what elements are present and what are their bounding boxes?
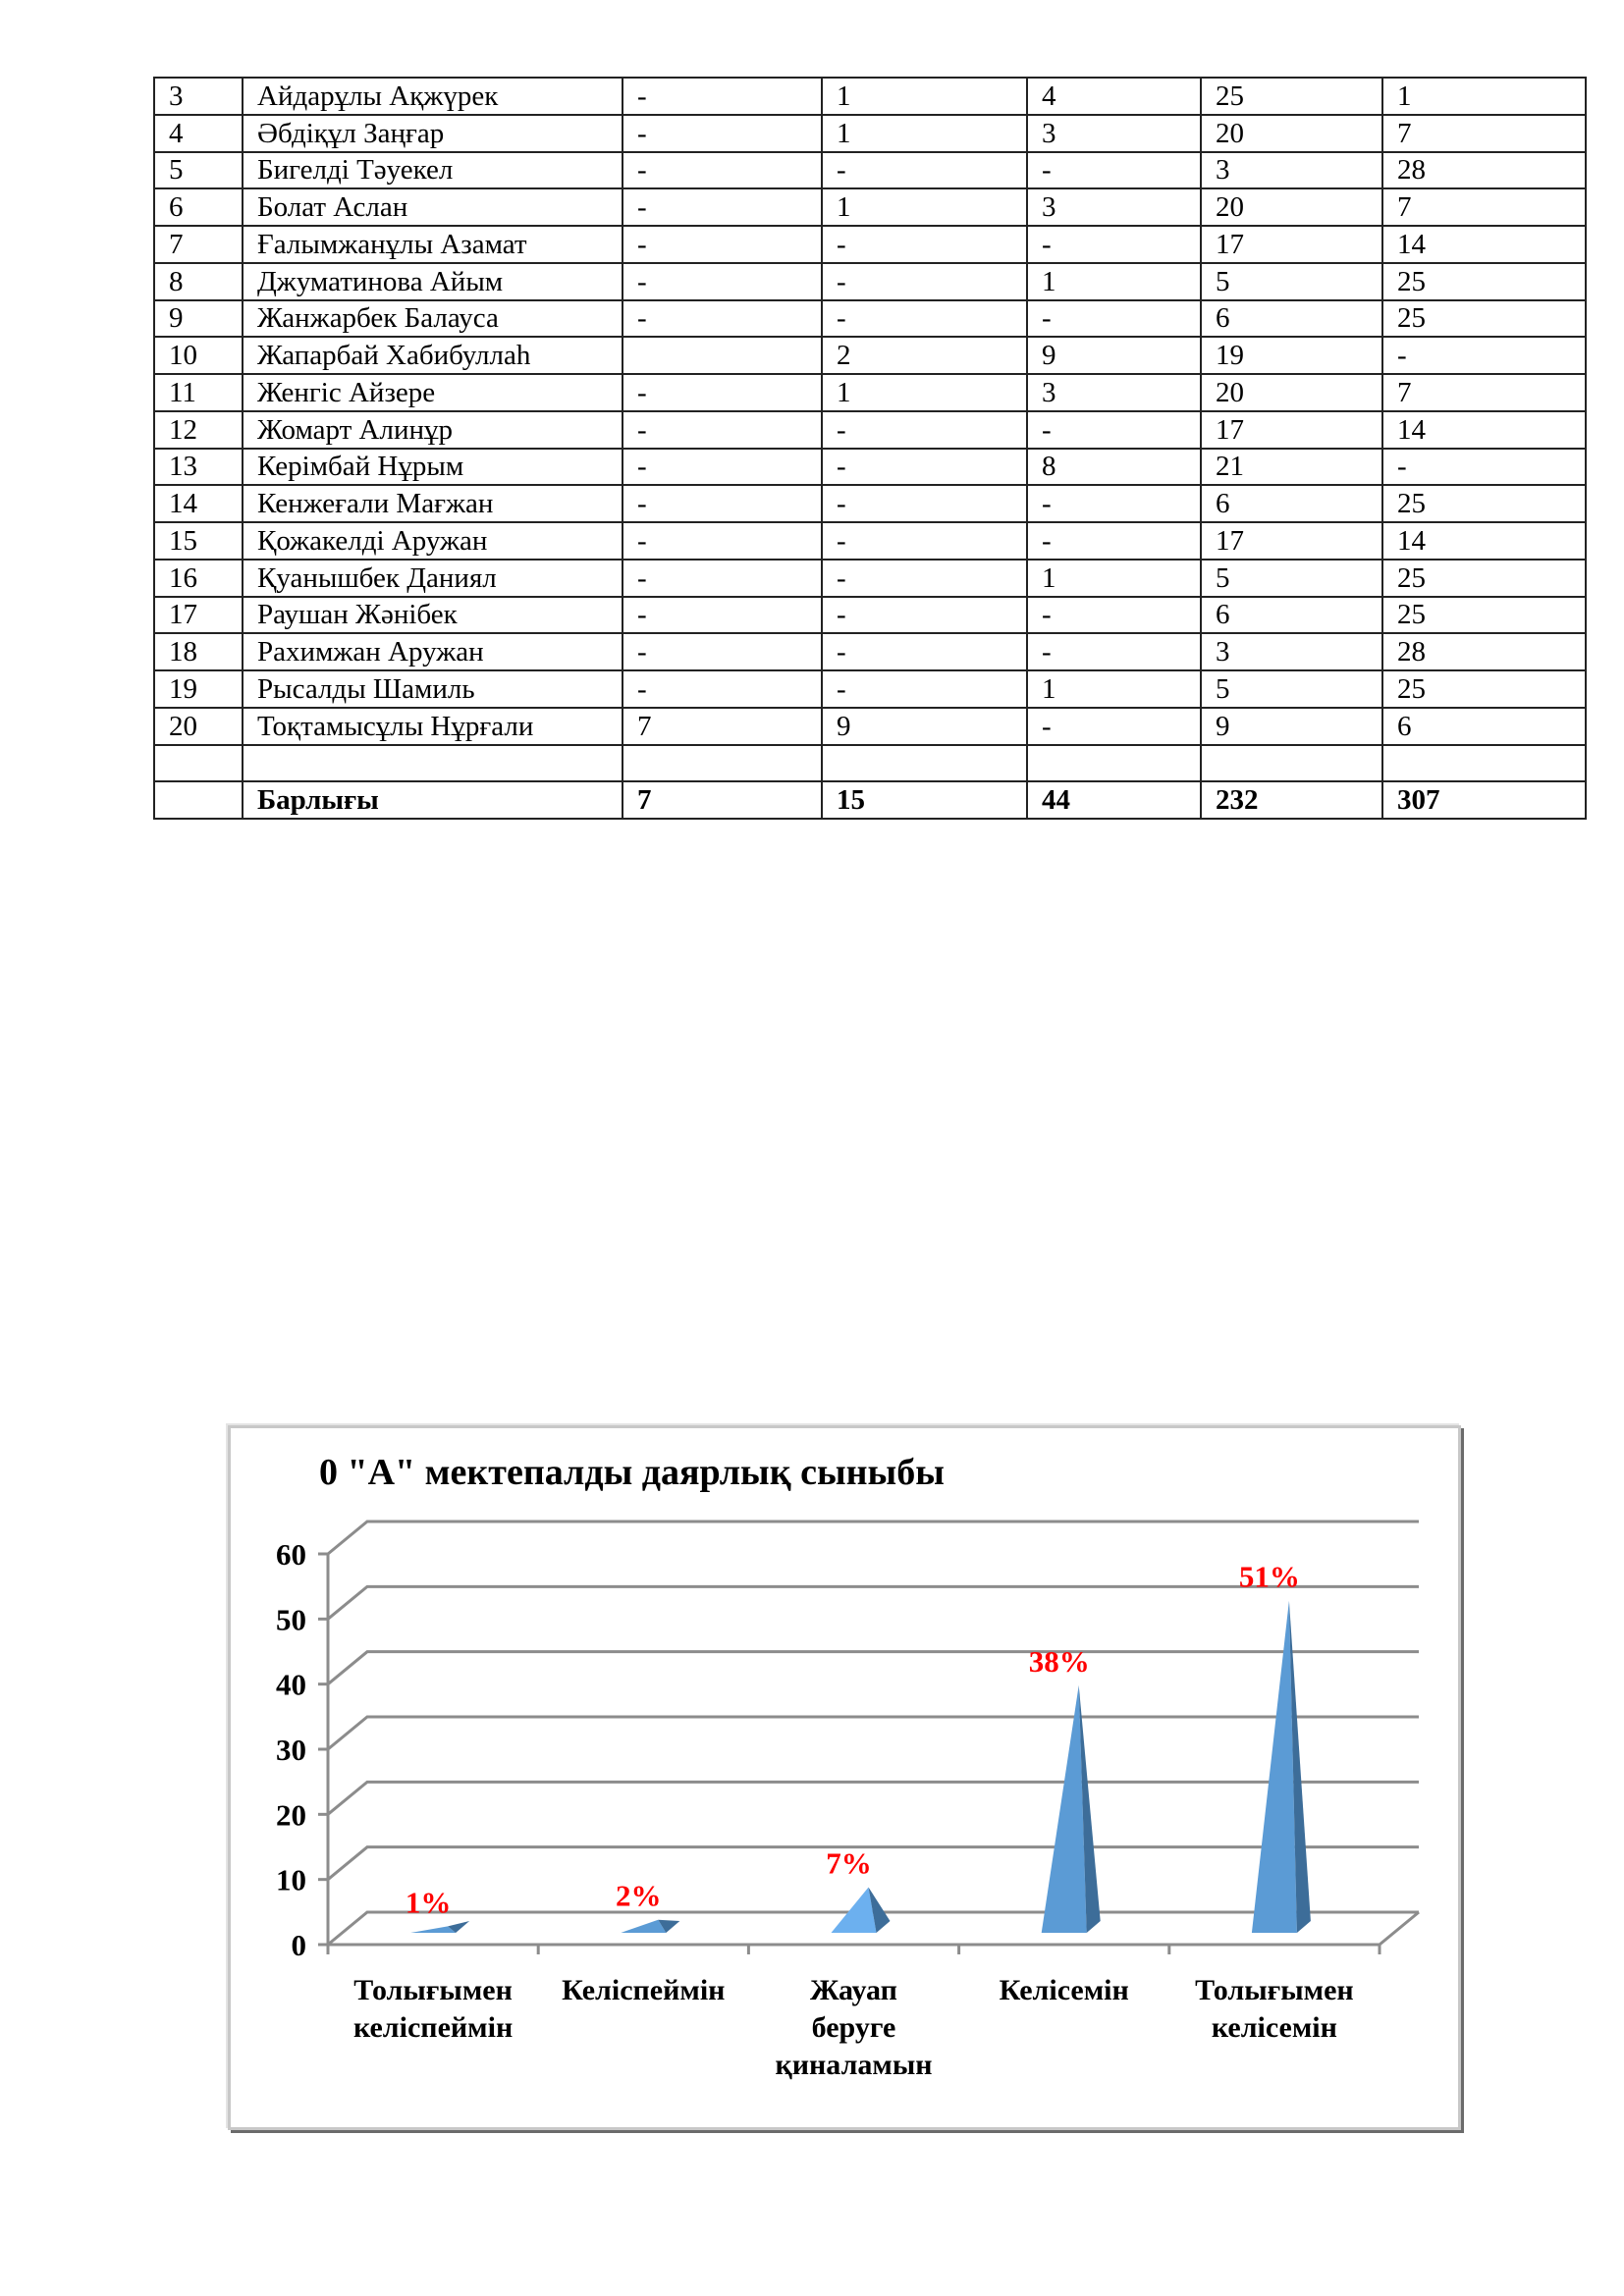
col-5-cell: 25 bbox=[1382, 670, 1586, 708]
category-label: Келісемін bbox=[999, 1974, 1129, 2006]
col-5-cell: 7 bbox=[1382, 188, 1586, 226]
col-2-cell: 2 bbox=[822, 337, 1027, 374]
gridline bbox=[328, 1847, 1419, 1880]
total-label-cell: Барлығы bbox=[243, 781, 623, 819]
student-name-cell: Керімбай Нұрым bbox=[243, 449, 623, 486]
row-number-cell: 18 bbox=[154, 633, 243, 670]
col-4-cell: 17 bbox=[1201, 226, 1382, 263]
bar-pyramid-front bbox=[1042, 1685, 1087, 1933]
student-name-cell: Жанжарбек Балауса bbox=[243, 300, 623, 338]
col-3-cell: 1 bbox=[1027, 670, 1201, 708]
col-1-cell bbox=[623, 745, 822, 782]
col-4-cell: 3 bbox=[1201, 152, 1382, 189]
gridline bbox=[328, 1717, 1419, 1749]
col-5-cell: 25 bbox=[1382, 597, 1586, 634]
col-5-cell: 7 bbox=[1382, 115, 1586, 152]
table-row bbox=[154, 670, 1586, 708]
row-number-cell: 15 bbox=[154, 522, 243, 560]
table-row bbox=[154, 188, 1586, 226]
table-row bbox=[154, 115, 1586, 152]
student-name-cell: Қожакелді Аружан bbox=[243, 522, 623, 560]
col-5-cell: 14 bbox=[1382, 226, 1586, 263]
table-row bbox=[154, 708, 1586, 745]
table-row bbox=[154, 411, 1586, 449]
row-number-cell: 16 bbox=[154, 560, 243, 597]
col-2-cell bbox=[822, 745, 1027, 782]
category-label: Келіспеймін bbox=[562, 1974, 726, 2006]
col-2-cell: 15 bbox=[822, 781, 1027, 819]
col-5-cell: - bbox=[1382, 449, 1586, 486]
col-4-cell: 25 bbox=[1201, 78, 1382, 115]
col-4-cell: 20 bbox=[1201, 374, 1382, 411]
col-4-cell: 20 bbox=[1201, 188, 1382, 226]
row-number-cell: 19 bbox=[154, 670, 243, 708]
col-2-cell: - bbox=[822, 263, 1027, 300]
col-1-cell: - bbox=[623, 485, 822, 522]
y-tick-label: 40 bbox=[276, 1667, 306, 1702]
gridline bbox=[328, 1652, 1419, 1684]
table-row bbox=[154, 449, 1586, 486]
col-4-cell: 232 bbox=[1201, 781, 1382, 819]
pyramid-bar-chart bbox=[231, 1428, 1458, 2127]
col-3-cell bbox=[1027, 745, 1201, 782]
row-number-cell: 4 bbox=[154, 115, 243, 152]
data-label: 1% bbox=[405, 1885, 452, 1920]
col-3-cell: - bbox=[1027, 597, 1201, 634]
col-3-cell: 3 bbox=[1027, 115, 1201, 152]
col-2-cell: - bbox=[822, 597, 1027, 634]
table-row bbox=[154, 226, 1586, 263]
table-row bbox=[154, 485, 1586, 522]
table-total-row bbox=[154, 781, 1586, 819]
col-4-cell: 9 bbox=[1201, 708, 1382, 745]
col-3-cell: - bbox=[1027, 411, 1201, 449]
col-2-cell: - bbox=[822, 522, 1027, 560]
col-1-cell: 7 bbox=[623, 781, 822, 819]
col-2-cell: - bbox=[822, 449, 1027, 486]
col-1-cell bbox=[623, 337, 822, 374]
col-3-cell: 1 bbox=[1027, 560, 1201, 597]
row-number-cell: 17 bbox=[154, 597, 243, 634]
student-score-table bbox=[153, 77, 1587, 820]
category-label: беруге bbox=[811, 2011, 896, 2044]
col-4-cell: 19 bbox=[1201, 337, 1382, 374]
row-number-cell: 5 bbox=[154, 152, 243, 189]
col-3-cell: - bbox=[1027, 226, 1201, 263]
col-1-cell: - bbox=[623, 411, 822, 449]
student-name-cell: Жомарт Алинұр bbox=[243, 411, 623, 449]
row-number-cell: 7 bbox=[154, 226, 243, 263]
y-tick-label: 30 bbox=[276, 1733, 306, 1767]
col-5-cell: 1 bbox=[1382, 78, 1586, 115]
col-4-cell: 17 bbox=[1201, 522, 1382, 560]
col-4-cell: 20 bbox=[1201, 115, 1382, 152]
col-3-cell: - bbox=[1027, 522, 1201, 560]
table-row bbox=[154, 560, 1586, 597]
category-label: Толығымен bbox=[1195, 1974, 1354, 2006]
gridline bbox=[328, 1782, 1419, 1814]
row-number-cell: 8 bbox=[154, 263, 243, 300]
col-5-cell: - bbox=[1382, 337, 1586, 374]
category-label: Толығымен bbox=[353, 1974, 513, 2006]
row-number-cell: 20 bbox=[154, 708, 243, 745]
col-3-cell: 9 bbox=[1027, 337, 1201, 374]
col-2-cell: 9 bbox=[822, 708, 1027, 745]
col-1-cell: - bbox=[623, 300, 822, 338]
row-number-cell bbox=[154, 745, 243, 782]
col-4-cell: 17 bbox=[1201, 411, 1382, 449]
category-label: келіспеймін bbox=[352, 2011, 514, 2044]
col-5-cell: 14 bbox=[1382, 411, 1586, 449]
col-3-cell: 44 bbox=[1027, 781, 1201, 819]
col-5-cell: 7 bbox=[1382, 374, 1586, 411]
y-tick-label: 50 bbox=[276, 1602, 306, 1637]
col-5-cell: 25 bbox=[1382, 300, 1586, 338]
col-4-cell: 6 bbox=[1201, 485, 1382, 522]
student-name-cell: Джуматинова Айым bbox=[243, 263, 623, 300]
chart-labels bbox=[276, 1537, 1354, 2081]
col-5-cell: 25 bbox=[1382, 485, 1586, 522]
col-4-cell: 6 bbox=[1201, 300, 1382, 338]
col-2-cell: - bbox=[822, 560, 1027, 597]
table-row bbox=[154, 745, 1586, 782]
col-2-cell: - bbox=[822, 152, 1027, 189]
student-name-cell: Раушан Жәнібек bbox=[243, 597, 623, 634]
row-number-cell: 3 bbox=[154, 78, 243, 115]
col-3-cell: - bbox=[1027, 485, 1201, 522]
col-1-cell: - bbox=[623, 78, 822, 115]
student-name-cell: Әбдіқұл Заңғар bbox=[243, 115, 623, 152]
col-2-cell: - bbox=[822, 633, 1027, 670]
col-1-cell: - bbox=[623, 263, 822, 300]
col-2-cell: - bbox=[822, 226, 1027, 263]
bar-pyramid-front bbox=[832, 1888, 877, 1933]
col-1-cell: - bbox=[623, 633, 822, 670]
row-number-cell: 10 bbox=[154, 337, 243, 374]
col-4-cell: 5 bbox=[1201, 263, 1382, 300]
col-1-cell: - bbox=[623, 115, 822, 152]
col-2-cell: - bbox=[822, 411, 1027, 449]
bar-pyramid-front bbox=[621, 1920, 666, 1933]
table-row bbox=[154, 78, 1586, 115]
student-name-cell: Қуанышбек Даниял bbox=[243, 560, 623, 597]
bar-pyramid-front bbox=[410, 1926, 456, 1933]
col-4-cell: 21 bbox=[1201, 449, 1382, 486]
student-name-cell: Рысалды Шамиль bbox=[243, 670, 623, 708]
col-3-cell: - bbox=[1027, 152, 1201, 189]
col-5-cell: 6 bbox=[1382, 708, 1586, 745]
gridline bbox=[328, 1522, 1419, 1554]
student-name-cell: Ғалымжанұлы Азамат bbox=[243, 226, 623, 263]
y-tick-label: 60 bbox=[276, 1537, 306, 1572]
col-4-cell: 3 bbox=[1201, 633, 1382, 670]
col-2-cell: 1 bbox=[822, 115, 1027, 152]
student-name-cell: Кенжеғали Мағжан bbox=[243, 485, 623, 522]
col-1-cell: - bbox=[623, 188, 822, 226]
data-label: 51% bbox=[1238, 1559, 1300, 1594]
col-4-cell: 5 bbox=[1201, 670, 1382, 708]
student-name-cell: Айдарұлы Ақжүрек bbox=[243, 78, 623, 115]
chart-frame bbox=[228, 1425, 1461, 2130]
col-4-cell: 5 bbox=[1201, 560, 1382, 597]
table-row bbox=[154, 263, 1586, 300]
table-row bbox=[154, 337, 1586, 374]
col-1-cell: - bbox=[623, 449, 822, 486]
chart-title: 0 "А" мектепалды даярлық сыныбы bbox=[319, 1452, 945, 1493]
row-number-cell: 12 bbox=[154, 411, 243, 449]
col-5-cell: 307 bbox=[1382, 781, 1586, 819]
col-1-cell: - bbox=[623, 226, 822, 263]
col-3-cell: - bbox=[1027, 300, 1201, 338]
col-1-cell: - bbox=[623, 152, 822, 189]
table-row bbox=[154, 300, 1586, 338]
col-3-cell: 3 bbox=[1027, 374, 1201, 411]
col-3-cell: 3 bbox=[1027, 188, 1201, 226]
category-label: келісемін bbox=[1211, 2011, 1337, 2044]
category-label: Жауап bbox=[810, 1974, 897, 2006]
col-1-cell: - bbox=[623, 374, 822, 411]
col-3-cell: 1 bbox=[1027, 263, 1201, 300]
col-1-cell: - bbox=[623, 670, 822, 708]
data-label: 2% bbox=[616, 1878, 662, 1913]
table-row bbox=[154, 633, 1586, 670]
data-label: 38% bbox=[1028, 1643, 1090, 1679]
col-5-cell bbox=[1382, 745, 1586, 782]
data-label: 7% bbox=[826, 1845, 872, 1881]
col-2-cell: - bbox=[822, 300, 1027, 338]
y-tick-label: 10 bbox=[276, 1862, 306, 1897]
row-number-cell bbox=[154, 781, 243, 819]
col-2-cell: 1 bbox=[822, 374, 1027, 411]
student-name-cell: Тоқтамысұлы Нұрғали bbox=[243, 708, 623, 745]
col-2-cell: 1 bbox=[822, 78, 1027, 115]
col-5-cell: 25 bbox=[1382, 560, 1586, 597]
row-number-cell: 13 bbox=[154, 449, 243, 486]
row-number-cell: 14 bbox=[154, 485, 243, 522]
table-row bbox=[154, 152, 1586, 189]
col-1-cell: - bbox=[623, 560, 822, 597]
col-2-cell: - bbox=[822, 670, 1027, 708]
table-row bbox=[154, 522, 1586, 560]
col-5-cell: 28 bbox=[1382, 633, 1586, 670]
student-name-cell: Жапарбай Хабибуллаh bbox=[243, 337, 623, 374]
student-name-cell: Женгіс Айзере bbox=[243, 374, 623, 411]
table-row bbox=[154, 597, 1586, 634]
col-2-cell: - bbox=[822, 485, 1027, 522]
table-row bbox=[154, 374, 1586, 411]
student-name-cell bbox=[243, 745, 623, 782]
col-2-cell: 1 bbox=[822, 188, 1027, 226]
col-1-cell: - bbox=[623, 522, 822, 560]
row-number-cell: 11 bbox=[154, 374, 243, 411]
col-3-cell: 4 bbox=[1027, 78, 1201, 115]
col-3-cell: - bbox=[1027, 633, 1201, 670]
row-number-cell: 6 bbox=[154, 188, 243, 226]
col-5-cell: 28 bbox=[1382, 152, 1586, 189]
student-name-cell: Болат Аслан bbox=[243, 188, 623, 226]
row-number-cell: 9 bbox=[154, 300, 243, 338]
category-label: қиналамын bbox=[775, 2049, 933, 2081]
student-name-cell: Рахимжан Аружан bbox=[243, 633, 623, 670]
col-4-cell bbox=[1201, 745, 1382, 782]
student-name-cell: Бигелді Тәуекел bbox=[243, 152, 623, 189]
col-3-cell: 8 bbox=[1027, 449, 1201, 486]
col-5-cell: 14 bbox=[1382, 522, 1586, 560]
y-tick-label: 20 bbox=[276, 1797, 306, 1833]
col-4-cell: 6 bbox=[1201, 597, 1382, 634]
col-3-cell: - bbox=[1027, 708, 1201, 745]
col-1-cell: 7 bbox=[623, 708, 822, 745]
y-tick-label: 0 bbox=[291, 1928, 306, 1962]
col-5-cell: 25 bbox=[1382, 263, 1586, 300]
col-1-cell: - bbox=[623, 597, 822, 634]
